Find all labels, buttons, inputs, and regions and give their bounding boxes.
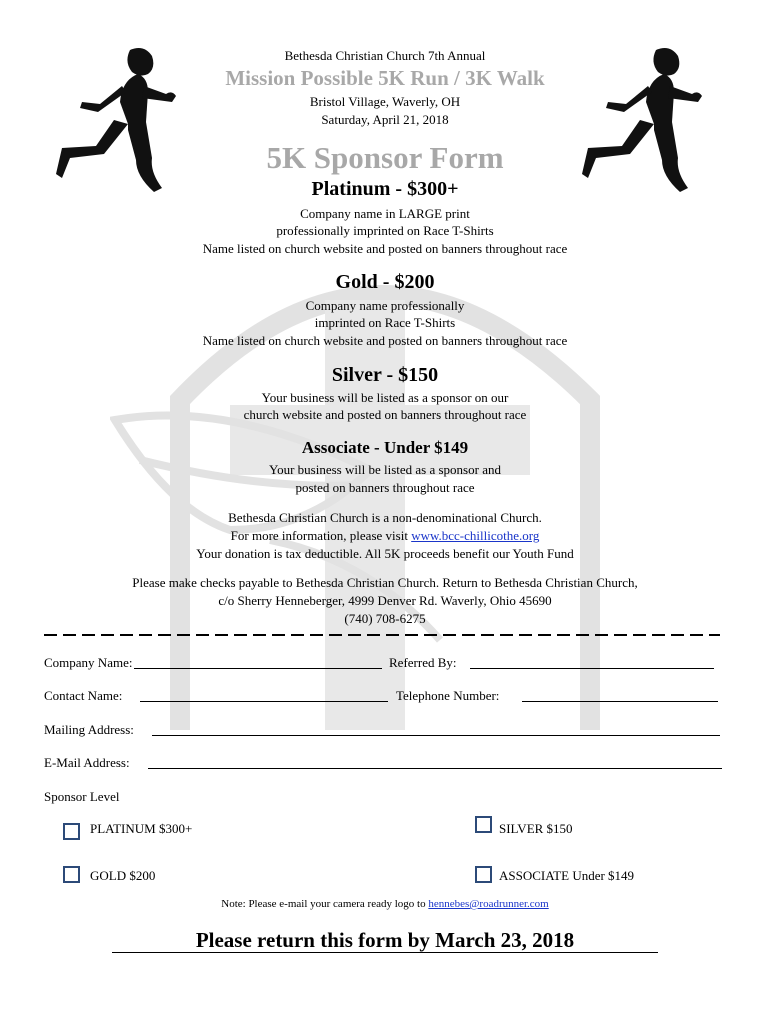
event-title: Mission Possible 5K Run / 3K Walk bbox=[225, 66, 545, 90]
payment-instructions: Please make checks payable to Bethesda Christian Church. Return to Bethesda Christian Church, bbox=[132, 575, 638, 590]
church-website-link[interactable]: www.bcc-chillicothe.org bbox=[411, 528, 540, 543]
note-text: Note: Please e-mail your camera ready logo to bbox=[221, 898, 429, 910]
note-email-link[interactable]: hennebes@roadrunner.com bbox=[428, 898, 549, 910]
tier-platinum-line: professionally imprinted on Race T-Shirts bbox=[276, 223, 494, 238]
referred-by-label: Referred By: bbox=[389, 655, 457, 670]
contact-name-label: Contact Name: bbox=[44, 688, 123, 703]
silver-option-label: SILVER $150 bbox=[499, 821, 573, 836]
referred-by-field[interactable] bbox=[470, 668, 714, 669]
church-website-line bbox=[0, 527, 770, 544]
telephone-field[interactable] bbox=[522, 701, 718, 702]
associate-option-label: ASSOCIATE Under $149 bbox=[499, 868, 635, 883]
gold-option-label: GOLD $200 bbox=[90, 868, 156, 883]
website-prefix: For more information, please visit bbox=[230, 528, 412, 543]
tier-gold-title: Gold - $200 bbox=[335, 271, 435, 293]
tier-gold-line: imprinted on Race T-Shirts bbox=[314, 315, 456, 330]
tier-platinum-line: Name listed on church website and posted on banners throughout race bbox=[202, 241, 568, 256]
event-date: Saturday, April 21, 2018 bbox=[321, 112, 449, 127]
platinum-option-label: PLATINUM $300+ bbox=[90, 821, 193, 836]
header-subtitle: Bethesda Christian Church 7th Annual bbox=[284, 48, 486, 63]
platinum-checkbox[interactable] bbox=[63, 823, 80, 840]
logo-note bbox=[0, 898, 770, 910]
mailing-address-field[interactable] bbox=[152, 735, 720, 736]
form-title: 5K Sponsor Form bbox=[266, 140, 504, 175]
tier-associate-title: Associate - Under $149 bbox=[301, 438, 469, 457]
tier-associate-line: posted on banners throughout race bbox=[295, 480, 475, 495]
tier-gold-line: Company name professionally bbox=[305, 298, 465, 313]
payment-address: c/o Sherry Henneberger, 4999 Denver Rd. Waverly, Ohio 45690 bbox=[218, 593, 552, 608]
tier-associate-line: Your business will be listed as a sponsor and bbox=[269, 462, 501, 477]
telephone-label: Telephone Number: bbox=[396, 688, 500, 703]
gold-checkbox[interactable] bbox=[63, 866, 80, 883]
company-name-label: Company Name: bbox=[44, 655, 133, 670]
email-address-field[interactable] bbox=[148, 768, 722, 769]
email-address-label: E-Mail Address: bbox=[44, 755, 130, 770]
associate-checkbox[interactable] bbox=[475, 866, 492, 883]
tier-silver-title: Silver - $150 bbox=[331, 364, 439, 386]
sponsor-level-heading: Sponsor Level bbox=[44, 789, 120, 804]
company-name-field[interactable] bbox=[134, 668, 382, 669]
tax-info: Your donation is tax deductible. All 5K proceeds benefit our Youth Fund bbox=[196, 546, 574, 561]
mailing-address-label: Mailing Address: bbox=[44, 722, 134, 737]
tier-gold-line: Name listed on church website and posted on banners throughout race bbox=[202, 333, 568, 348]
tier-silver-line: church website and posted on banners throughout race bbox=[243, 407, 527, 422]
return-deadline: Please return this form by March 23, 2018 bbox=[112, 928, 658, 953]
tier-platinum-title: Platinum - $300+ bbox=[311, 178, 459, 200]
payment-phone: (740) 708-6275 bbox=[344, 611, 426, 626]
cut-line-divider bbox=[44, 634, 720, 636]
event-location: Bristol Village, Waverly, OH bbox=[309, 94, 461, 109]
silver-checkbox[interactable] bbox=[475, 816, 492, 833]
tier-silver-line: Your business will be listed as a sponsor on our bbox=[261, 390, 509, 405]
contact-name-field[interactable] bbox=[140, 701, 388, 702]
church-info: Bethesda Christian Church is a non-denominational Church. bbox=[228, 510, 542, 525]
tier-platinum-line: Company name in LARGE print bbox=[300, 206, 470, 221]
